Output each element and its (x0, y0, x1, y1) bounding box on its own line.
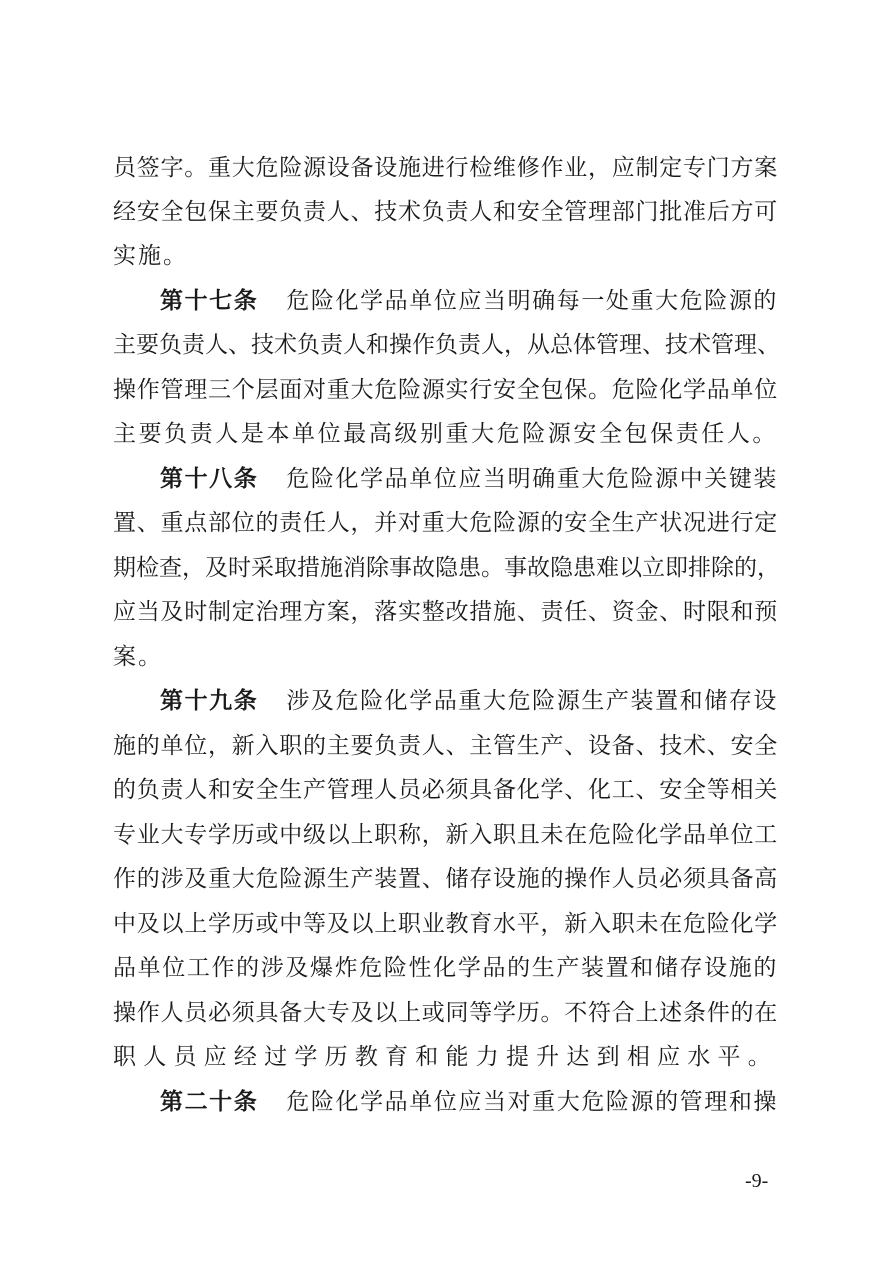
article-first-line: 第十八条 危险化学品单位应当明确重大危险源中关键装 (160, 459, 778, 499)
body-text-line: 专业大专学历或中级以上职称，新入职且未在危险化学品单位工 (113, 822, 778, 848)
body-text-line: 操作人员必须具备大专及以上或同等学历。不符合上述条件的在 (113, 1000, 778, 1026)
body-text-line: 主要负责人是本单位最高级别重大危险源安全包保责任人。 (113, 421, 778, 447)
article-first-line: 第十九条 涉及危险化学品重大危险源生产装置和储存设 (160, 681, 778, 721)
body-text-line: 经安全包保主要负责人、技术负责人和安全管理部门批准后方可 (113, 199, 778, 225)
body-text-line: 的负责人和安全生产管理人员必须具备化学、化工、安全等相关 (113, 777, 778, 803)
body-text-line: 操作管理三个层面对重大危险源实行安全包保。危险化学品单位 (113, 377, 778, 403)
body-text-line: 主要负责人、技术负责人和操作负责人，从总体管理、技术管理、 (113, 332, 780, 358)
article-heading: 第十七条 (160, 288, 259, 314)
body-text-line: 作的涉及重大危险源生产装置、储存设施的操作人员必须具备高 (113, 866, 778, 892)
body-text-line: 应当及时制定治理方案，落实整改措施、责任、资金、时限和预 (113, 599, 778, 625)
article-first-line: 第十七条 危险化学品单位应当明确每一处重大危险源的 (160, 281, 778, 321)
article-heading: 第二十条 (160, 1089, 259, 1115)
body-text-line: 中及以上学历或中等及以上职业教育水平，新入职未在危险化学 (113, 911, 778, 937)
body-text-line: 置、重点部位的责任人，并对重大危险源的安全生产状况进行定 (113, 510, 778, 536)
page-number: -9- (745, 1170, 769, 1192)
article-heading: 第十九条 (160, 688, 259, 714)
body-text-line: 职人员应经过学历教育和能力提升达到相应水平。 (113, 1044, 778, 1070)
body-text-line: 品单位工作的涉及爆炸危险性化学品的生产装置和储存设施的 (113, 955, 778, 981)
article-heading: 第十八条 (160, 466, 259, 492)
body-text-line: 施的单位，新入职的主要负责人、主管生产、设备、技术、安全 (113, 733, 778, 759)
body-text-line: 案。 (113, 644, 163, 670)
body-text-line: 员签字。重大危险源设备设施进行检维修作业，应制定专门方案 (113, 155, 778, 181)
article-first-line: 第二十条 危险化学品单位应当对重大危险源的管理和操 (160, 1082, 778, 1122)
body-text-line: 期检查，及时采取措施消除事故隐患。事故隐患难以立即排除的， (113, 555, 780, 581)
body-text-line: 实施。 (113, 243, 188, 269)
